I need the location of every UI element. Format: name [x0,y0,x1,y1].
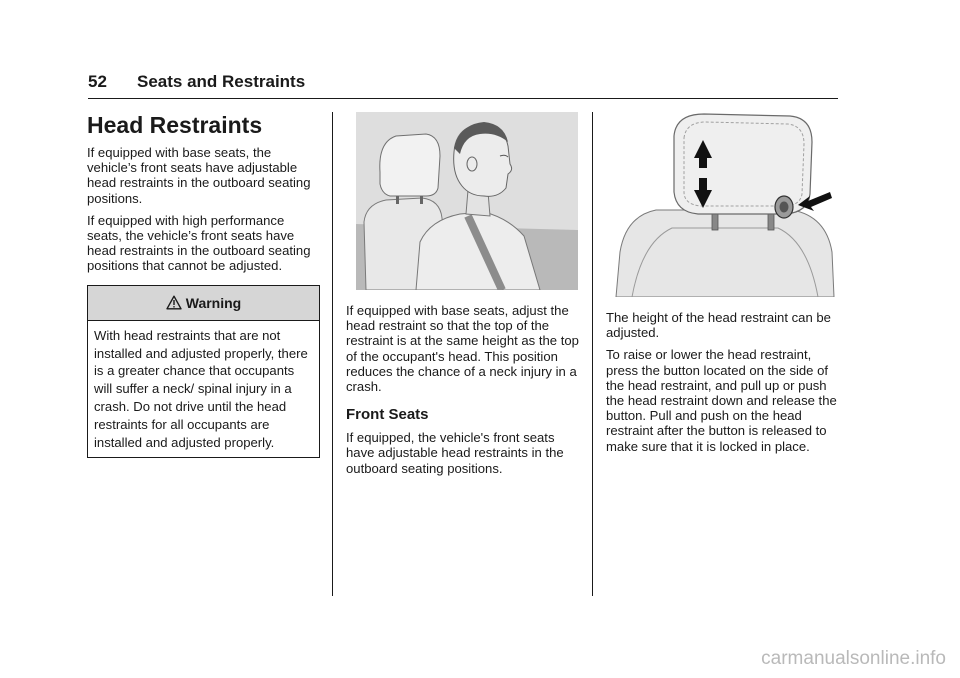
warning-header [88,286,319,321]
paragraph-performance-seats: If equipped with high performance seats, the vehicle’s front seats have head restraints in the outboard seating positions that cannot be adjusted. [87,212,311,274]
paragraph-front-seats: If equipped, the vehicle's front seats have adjustable head restraints in the outboard seating positions. [346,430,564,476]
subheading-front-seats: Front Seats [346,406,429,424]
page-heading: Head Restraints [87,112,263,138]
paragraph-raise-lower: To raise or lower the head restraint, press the button located on the side of the head restraint, and pull up or push the head restraint down and release the button. Pull and push on the head restraint after the button is released to make sure that it is locked in place. [606,347,837,454]
section-title: Seats and Restraints [137,72,306,91]
warning-title: Warning [185,294,242,311]
column-2 [346,112,580,483]
paragraph-base-seats: If equipped with base seats, the vehicle’s front seats have adjustable head restraints in the outboard seating positions. [87,145,311,206]
warning-triangle-icon [166,295,182,310]
warning-body [88,321,319,457]
head-restraint-adjustment-illustration [612,112,838,297]
page-header [88,72,838,99]
column-1 [87,112,320,458]
column-divider-1 [332,112,333,596]
column-3 [606,112,840,461]
paragraph-height-adjustable: The height of the head restraint can be adjusted. [606,310,831,341]
column-divider-2 [592,112,593,596]
watermark: carmanualsonline.info [761,648,946,669]
warning-text: With head restraints that are not installed and adjusted properly, there is a greater chance that occupants will suffer a neck/ spinal injury in a crash. Do not drive until the head restraints for all occupants are installed and adjusted properly. [94,327,308,451]
occupant-head-restraint-illustration [356,112,578,290]
warning-box [87,285,320,458]
page-number: 52 [88,72,107,91]
paragraph-adjust-height: If equipped with base seats, adjust the head restraint so that the top of the restraint is at the same height as the top of the occupant's head. This position reduces the chance of a neck injury in a crash. [346,303,579,395]
